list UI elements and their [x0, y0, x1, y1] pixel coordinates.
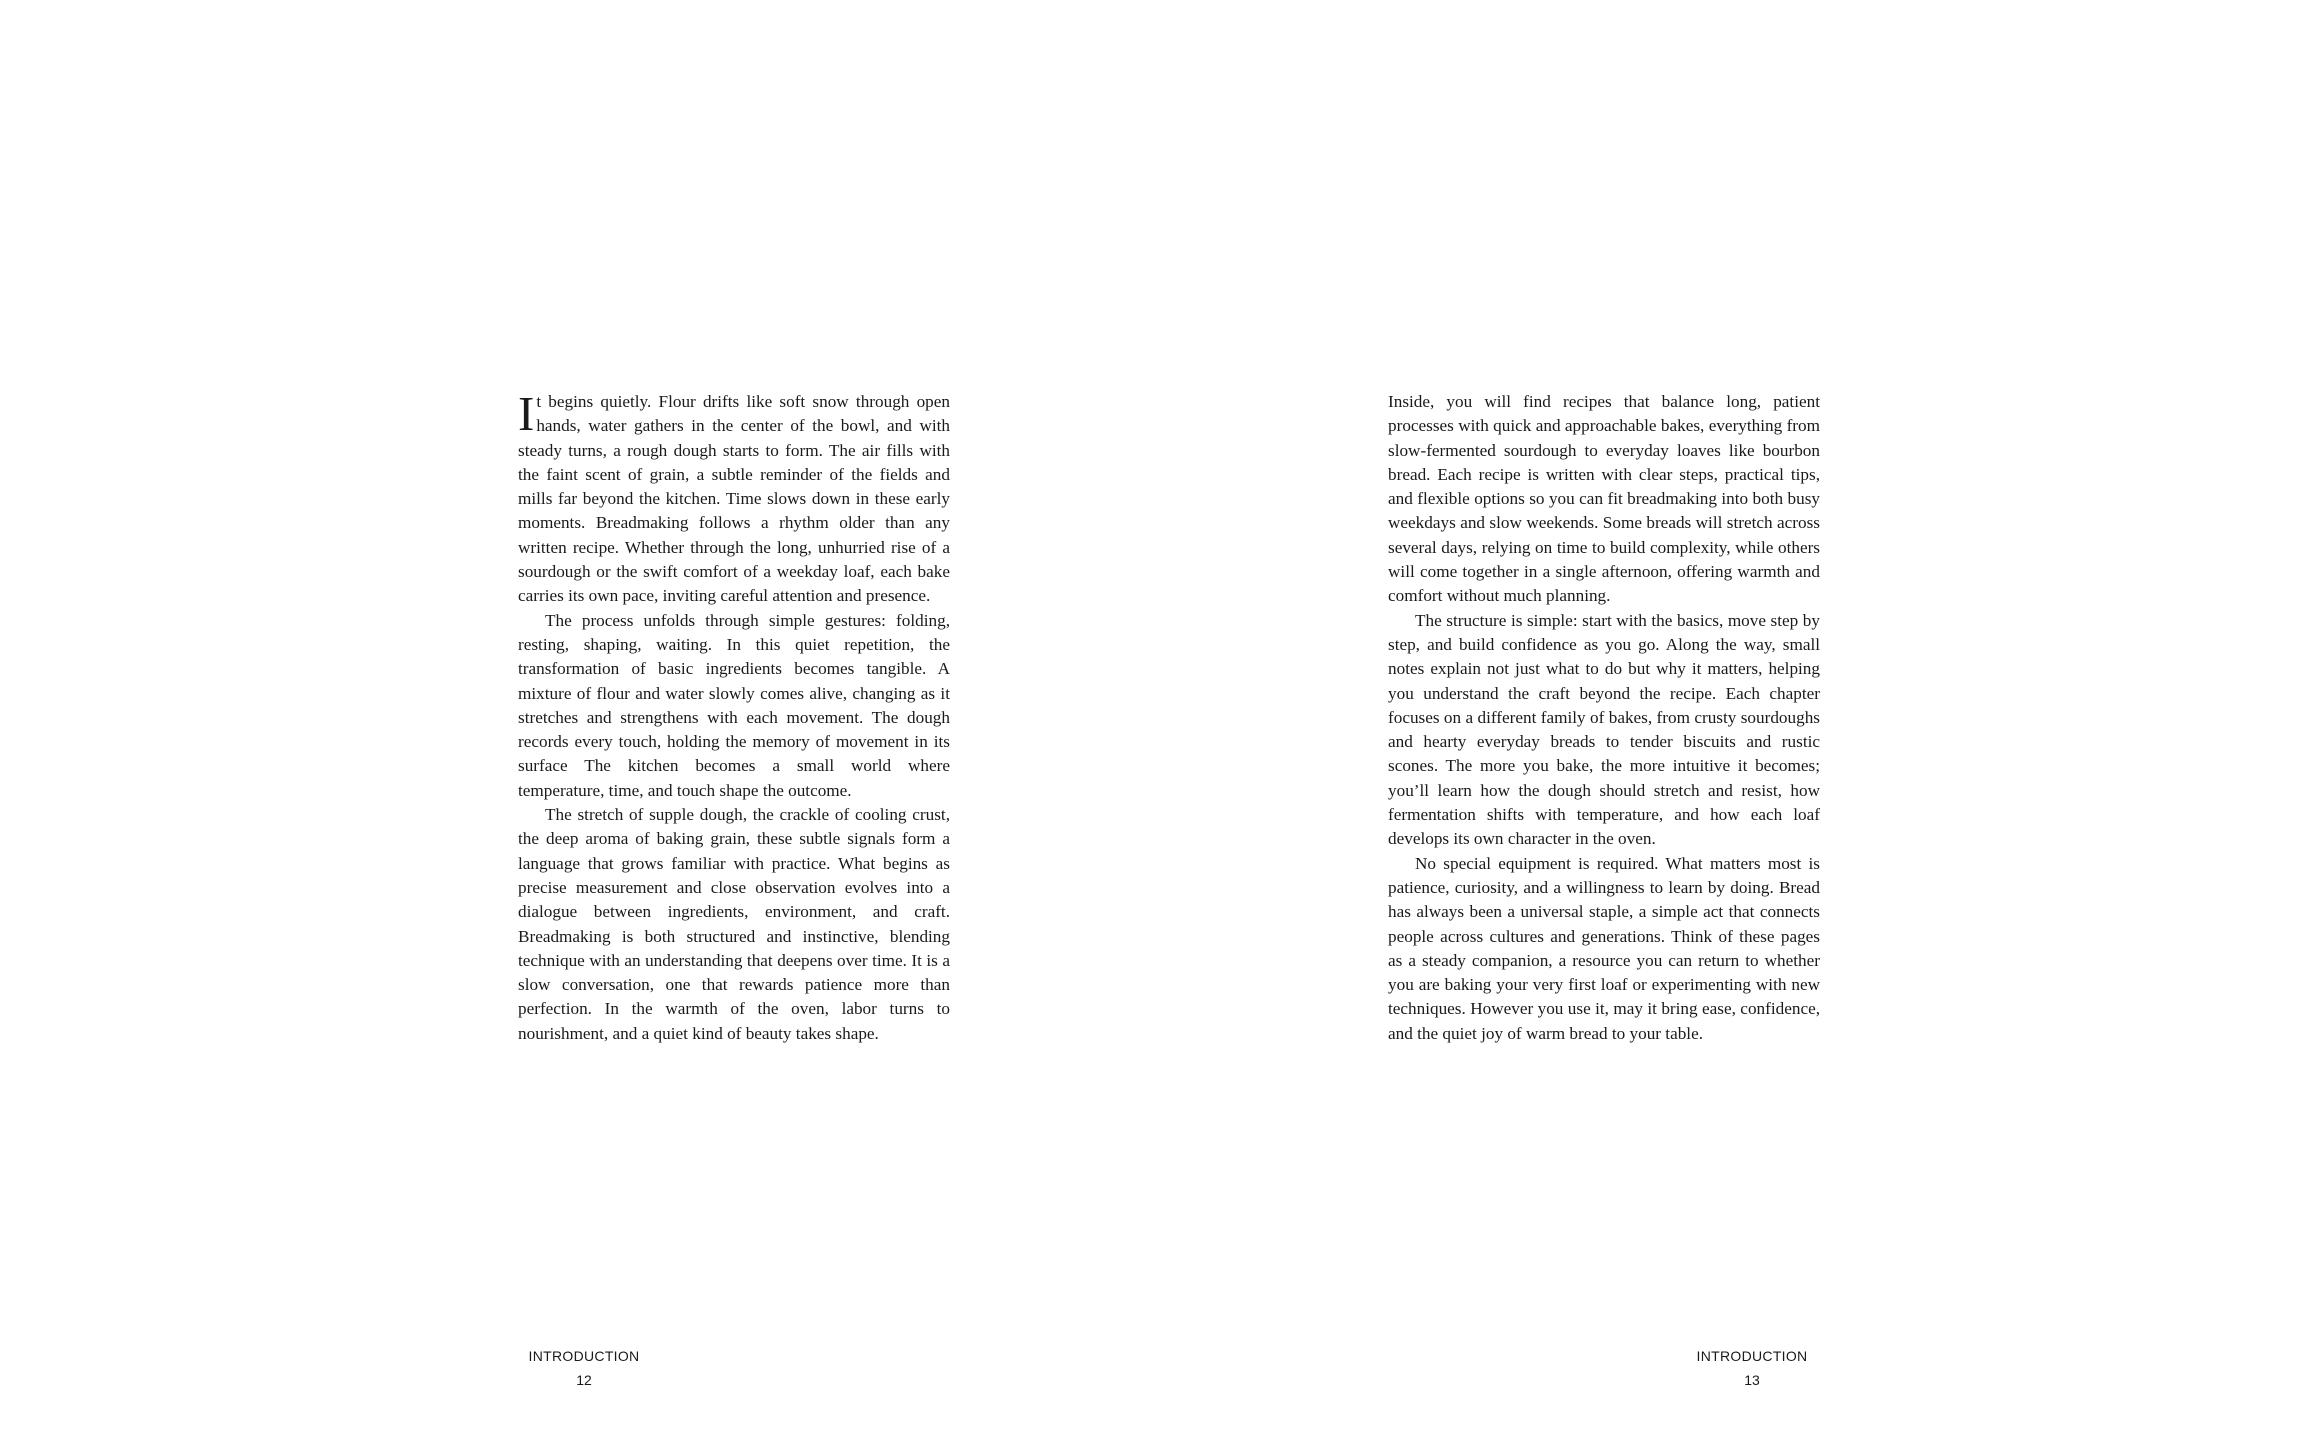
left-page-footer	[514, 1347, 654, 1389]
left-paragraph-2: The process unfolds through simple gestures: folding, resting, shaping, waiting. In this quiet repetition, the transformation of basic ingredients becomes tangible. A mixture of flour and water slowly comes alive, changing as it stretches and strengthens with each movement. The dough records every touch, holding the memory of movement in its surface The kitchen becomes a small world where temperature, time, and touch shape the outcome.	[518, 610, 950, 800]
right-page-number: 13	[1744, 1372, 1760, 1388]
left-running-footer: INTRODUCTION	[528, 1348, 640, 1364]
left-paragraph-3: The stretch of supple dough, the crackle of cooling crust, the deep aroma of baking grain, these subtle signals form a language that grows familiar with practice. What begins as precise measurement and close observation evolves into a dialogue between ingredients, environment, and craft. Breadmaking is both structured and instinctive, blending technique with an understanding that deepens over time. It is a slow conversation, one that rewards patience more than perfection. In the warmth of the oven, labor turns to nourishment, and a quiet kind of beauty takes shape.	[518, 805, 950, 1043]
right-running-footer: INTRODUCTION	[1696, 1348, 1808, 1364]
left-paragraph-1-text: t begins quietly. Flour drifts like soft snow through open hands, water gathers in the center of the bowl, and with steady turns, a rough dough starts to form. The air fills with the faint scent of grain, a subtle reminder of the fields and mills far beyond the kitchen. Time slows down in these early moments. Breadmaking follows a rhythm older than any written recipe. Whether through the long, unhurried rise of a sourdough or the swift comfort of a weekday loaf, each bake carries its own pace, inviting careful attention and presence.	[518, 392, 950, 606]
drop-cap: I	[518, 386, 535, 441]
right-page-body	[1388, 390, 1820, 1046]
left-page-body	[518, 386, 950, 1046]
right-paragraph-1: Inside, you will find recipes that balance long, patient processes with quick and approachable bakes, everything from slow-fermented sourdough to everyday loaves like bourbon bread. Each recipe is written with clear steps, practical tips, and flexible options so you can fit breadmaking into both busy weekdays and slow weekends. Some breads will stretch across several days, relying on time to build complexity, while others will come together in a single afternoon, offering warmth and comfort without much planning.	[1388, 392, 1820, 606]
right-paragraph-2: The structure is simple: start with the basics, move step by step, and build confidence as you go. Along the way, small notes explain not just what to do but why it matters, helping you understand the craft beyond the recipe. Each chapter focuses on a different family of bakes, from crusty sourdoughs and hearty everyday breads to tender biscuits and rustic scones. The more you bake, the more intuitive it becomes; you’ll learn how the dough should stretch and resist, how fermentation shifts with temperature, and how each loaf develops its own character in the oven.	[1388, 610, 1820, 849]
right-page-footer	[1682, 1347, 1822, 1389]
right-paragraph-3: No special equipment is required. What matters most is patience, curiosity, and a willingness to learn by doing. Bread has always been a universal staple, a simple act that connects people across cultures and generations. Think of these pages as a steady companion, a resource you can return to whether you are baking your very first loaf or experimenting with new techniques. However you use it, may it bring ease, confidence, and the quiet joy of warm bread to your table.	[1388, 853, 1820, 1043]
left-paragraph-1	[518, 386, 950, 609]
left-page-number: 12	[576, 1372, 592, 1388]
